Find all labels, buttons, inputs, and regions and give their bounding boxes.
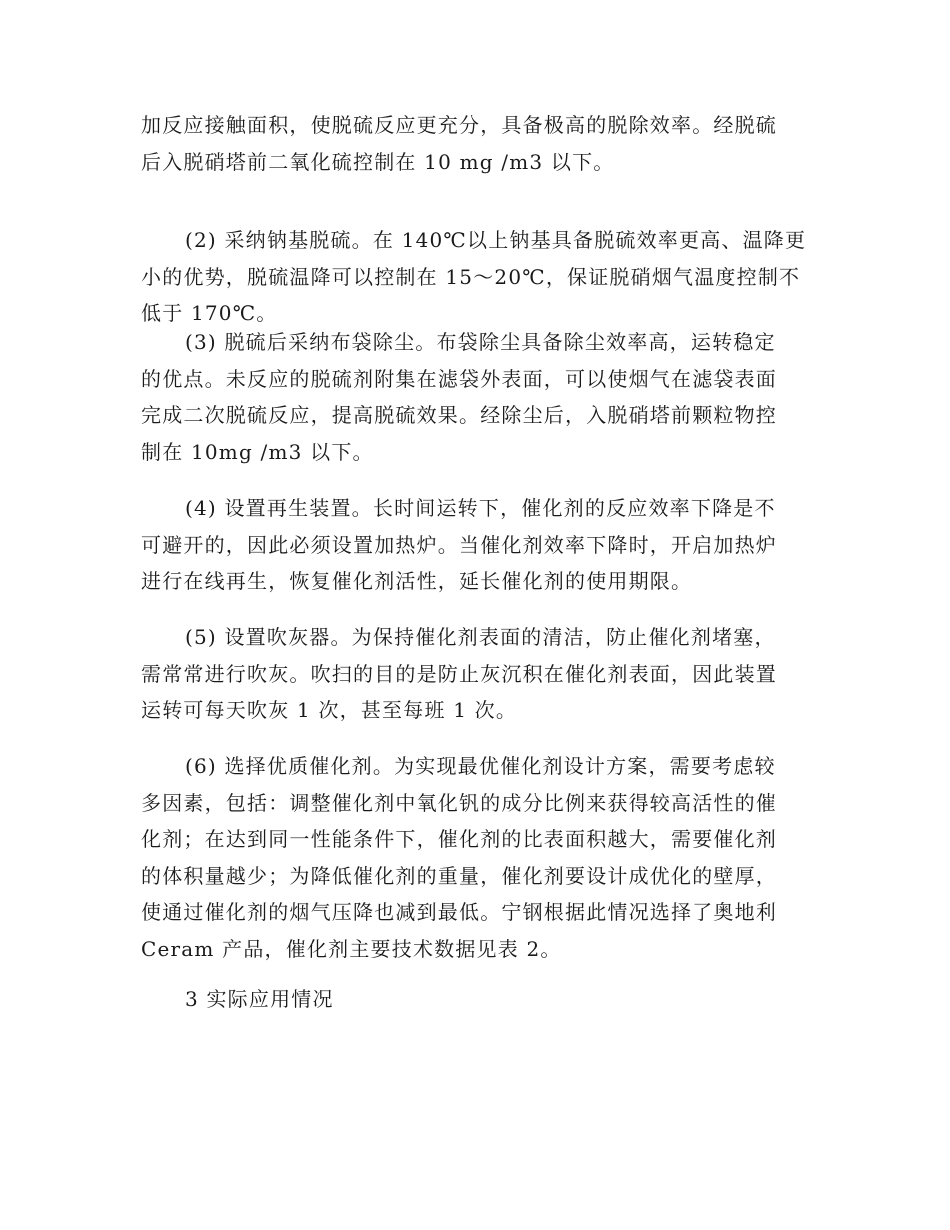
paragraph-3: [141, 324, 811, 470]
text-line: 的体积量越少；为降低催化剂的重量，催化剂要设计成优化的壁厚，: [141, 863, 777, 888]
paragraph-6: [141, 748, 811, 967]
text-line: (4) 设置再生装置。长时间运转下，催化剂的反应效率下降是不: [185, 496, 776, 520]
text-line: 运转可每天吹灰 1 次，甚至每班 1 次。: [141, 698, 518, 722]
paragraph-5: [141, 619, 811, 729]
text-line: 使通过催化剂的烟气压降也减到最低。宁钢根据此情况选择了奥地利: [141, 900, 777, 924]
text-line: 完成二次脱硫反应，提高脱硫效果。经除尘后，入脱硝塔前颗粒物控: [141, 403, 777, 427]
text-line: 低于 170℃。: [141, 301, 278, 325]
text-line: 后入脱硝塔前二氧化硫控制在 10 mg /m3 以下。: [141, 149, 615, 174]
text-line: 加反应接触面积，使脱硫反应更充分，具备极高的脱除效率。经脱硫: [141, 113, 777, 137]
text-line: 需常常进行吹灰。吹扫的目的是防止灰沉积在催化剂表面，因此装置: [141, 661, 777, 686]
paragraph-1: [141, 107, 811, 180]
paragraph-2: [141, 222, 811, 332]
text-line: 的优点。未反应的脱硫剂附集在滤袋外表面，可以使烟气在滤袋表面: [141, 366, 777, 391]
section-heading: [141, 981, 811, 1018]
text-line: (2) 采纳钠基脱硫。在 140℃以上钠基具备脱硫效率更高、温降更: [185, 228, 807, 252]
text-line: 制在 10mg /m3 以下。: [141, 439, 374, 464]
text-line: (5) 设置吹灰器。为保持催化剂表面的清洁，防止催化剂堵塞，: [185, 625, 776, 649]
text-line: (6) 选择优质催化剂。为实现最优催化剂设计方案，需要考虑较: [185, 754, 776, 778]
text-line: 小的优势，脱硫温降可以控制在 15～20℃，保证脱硝烟气温度控制不: [141, 264, 801, 289]
text-line: Ceram 产品，催化剂主要技术数据见表 2。: [141, 936, 562, 961]
paragraph-4: [141, 490, 811, 600]
heading-text: 3 实际应用情况: [185, 987, 334, 1011]
text-line: 可避开的，因此必须设置加热炉。当催化剂效率下降时，开启加热炉: [141, 532, 777, 557]
text-line: 进行在线再生，恢复催化剂活性，延长催化剂的使用期限。: [141, 569, 693, 593]
text-line: 多因素，包括：调整催化剂中氧化钒的成分比例来获得较高活性的催: [141, 790, 777, 815]
text-line: 化剂；在达到同一性能条件下，催化剂的比表面积越大，需要催化剂: [141, 827, 777, 851]
text-line: (3) 脱硫后采纳布袋除尘。布袋除尘具备除尘效率高，运转稳定: [185, 330, 776, 354]
